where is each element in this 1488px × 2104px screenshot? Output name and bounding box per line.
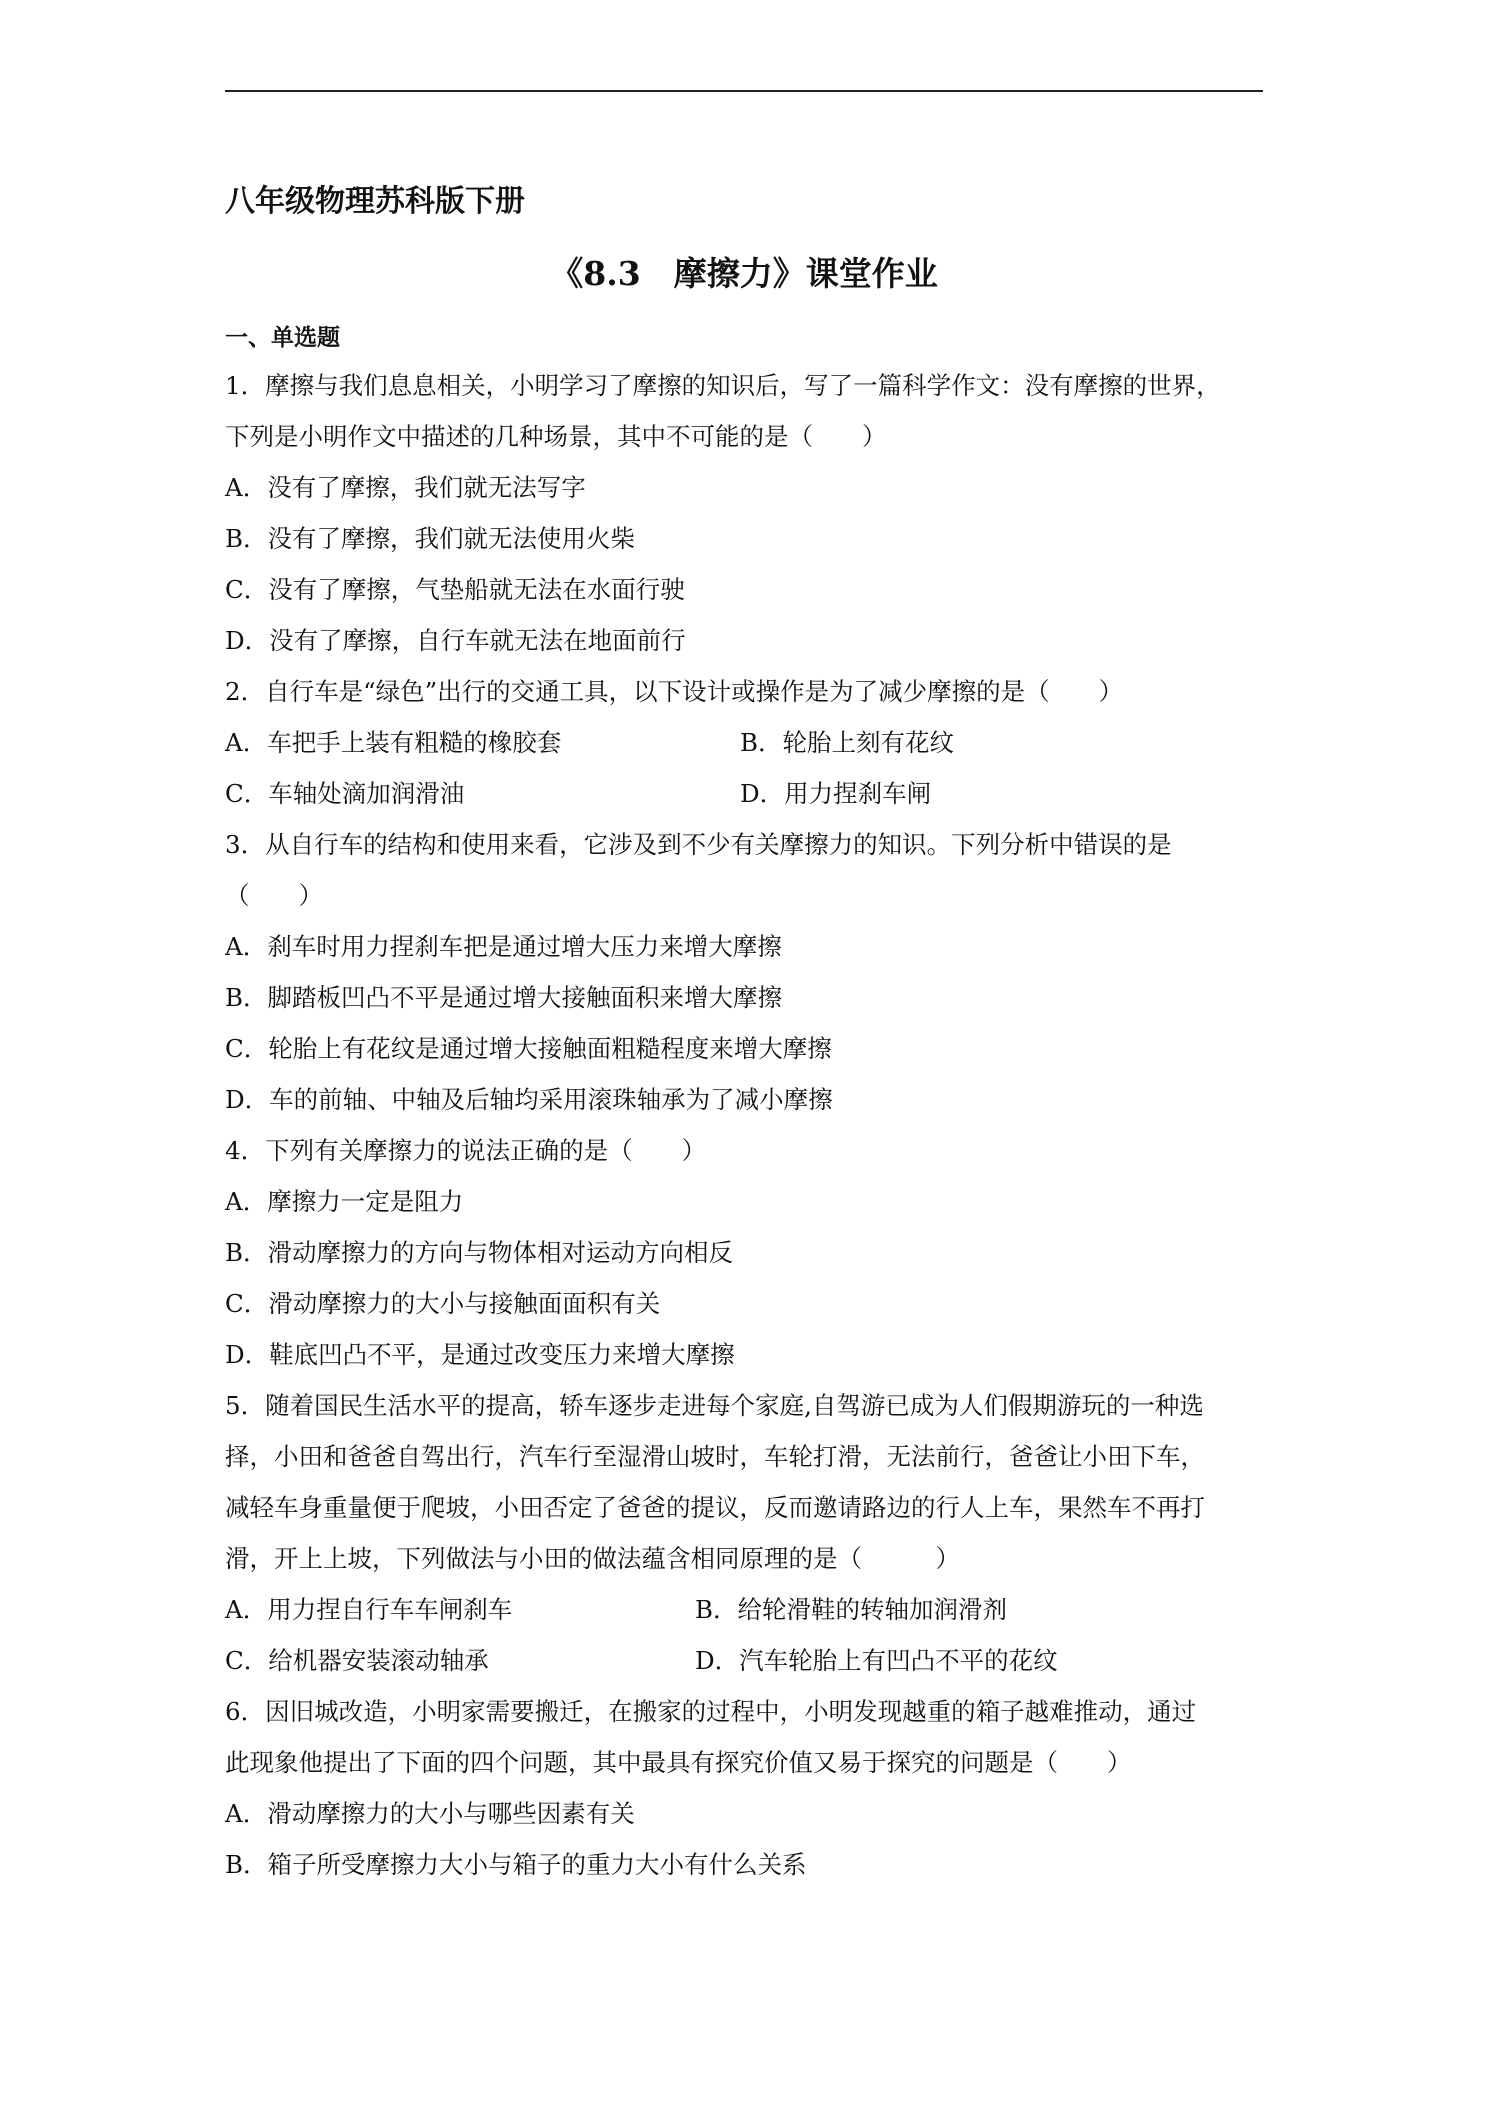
question-stem-line: （ ）: [225, 881, 323, 910]
question-3: [225, 819, 1263, 1125]
option-b: B．轮胎上刻有花纹: [740, 728, 955, 757]
option-b: B．给轮滑鞋的转轴加润滑剂: [695, 1595, 1008, 1624]
question-stem-line: 减轻车身重量便于爬坡，小田否定了爸爸的提议，反而邀请路边的行人上车，果然车不再打: [225, 1493, 1205, 1522]
option-a: A．车把手上装有粗糙的橡胶套: [225, 728, 562, 757]
option-c: C．车轴处滴加润滑油: [225, 779, 465, 808]
option-d: D．鞋底凹凸不平，是通过改变压力来增大摩擦: [225, 1340, 735, 1369]
option-b: B．滑动摩擦力的方向与物体相对运动方向相反: [225, 1238, 734, 1267]
question-stem-line: 6．因旧城改造，小明家需要搬迁，在搬家的过程中，小明发现越重的箱子越难推动，通过: [225, 1697, 1197, 1726]
option-a: A．用力捏自行车车闸刹车: [225, 1595, 513, 1624]
option-b: B．脚踏板凹凸不平是通过增大接触面积来增大摩擦: [225, 983, 783, 1012]
option-row: [225, 1635, 1263, 1686]
question-stem-line: 滑，开上上坡，下列做法与小田的做法蕴含相同原理的是（ ）: [225, 1544, 960, 1573]
question-stem-line: 下列是小明作文中描述的几种场景，其中不可能的是（ ）: [225, 422, 887, 451]
option-c: C．轮胎上有花纹是通过增大接触面粗糙程度来增大摩擦: [225, 1034, 832, 1063]
question-5: [225, 1380, 1263, 1686]
option-row: [225, 768, 1263, 819]
option-c: C．滑动摩擦力的大小与接触面面积有关: [225, 1289, 661, 1318]
question-stem-line: 择，小田和爸爸自驾出行，汽车行至湿滑山坡时，车轮打滑，无法前行，爸爸让小田下车，: [225, 1442, 1205, 1471]
option-a: A．没有了摩擦，我们就无法写字: [225, 473, 586, 502]
option-row: [225, 1584, 1263, 1635]
question-1: [225, 360, 1263, 666]
question-stem-line: 1．摩擦与我们息息相关，小明学习了摩擦的知识后，写了一篇科学作文：没有摩擦的世界，: [225, 371, 1221, 400]
question-stem-line: 5．随着国民生活水平的提高，轿车逐步走进每个家庭,自驾游已成为人们假期游玩的一种选: [225, 1391, 1204, 1420]
question-6: [225, 1686, 1263, 1890]
option-a: A．摩擦力一定是阻力: [225, 1187, 464, 1216]
option-c: C．给机器安装滚动轴承: [225, 1646, 489, 1675]
question-4: [225, 1125, 1263, 1380]
document-body: [225, 178, 1263, 1890]
option-c: C．没有了摩擦，气垫船就无法在水面行驶: [225, 575, 685, 604]
header-rule: [225, 90, 1263, 92]
document-subtitle: 《8.3 摩擦力》课堂作业: [550, 254, 938, 293]
option-row: [225, 717, 1263, 768]
question-stem-line: 3．从自行车的结构和使用来看，它涉及到不少有关摩擦力的知识。下列分析中错误的是: [225, 830, 1172, 859]
option-a: A．滑动摩擦力的大小与哪些因素有关: [225, 1799, 635, 1828]
question-stem-line: 2．自行车是“绿色”出行的交通工具，以下设计或操作是为了减少摩擦的是（ ）: [225, 677, 1124, 706]
option-d: D．没有了摩擦，自行车就无法在地面前行: [225, 626, 686, 655]
document-title: 八年级物理苏科版下册: [225, 184, 525, 219]
option-b: B．箱子所受摩擦力大小与箱子的重力大小有什么关系: [225, 1850, 807, 1879]
option-d: D．车的前轴、中轴及后轴均采用滚珠轴承为了减小摩擦: [225, 1085, 833, 1114]
option-d: D．汽车轮胎上有凹凸不平的花纹: [695, 1646, 1058, 1675]
question-2: [225, 666, 1263, 819]
question-stem-line: 此现象他提出了下面的四个问题，其中最具有探究价值又易于探究的问题是（ ）: [225, 1748, 1132, 1777]
option-d: D．用力捏刹车闸: [740, 779, 932, 808]
question-stem-line: 4．下列有关摩擦力的说法正确的是（ ）: [225, 1136, 707, 1165]
option-a: A．刹车时用力捏刹车把是通过增大压力来增大摩擦: [225, 932, 782, 961]
section-heading: 一、单选题: [225, 324, 340, 351]
option-b: B．没有了摩擦，我们就无法使用火柴: [225, 524, 636, 553]
